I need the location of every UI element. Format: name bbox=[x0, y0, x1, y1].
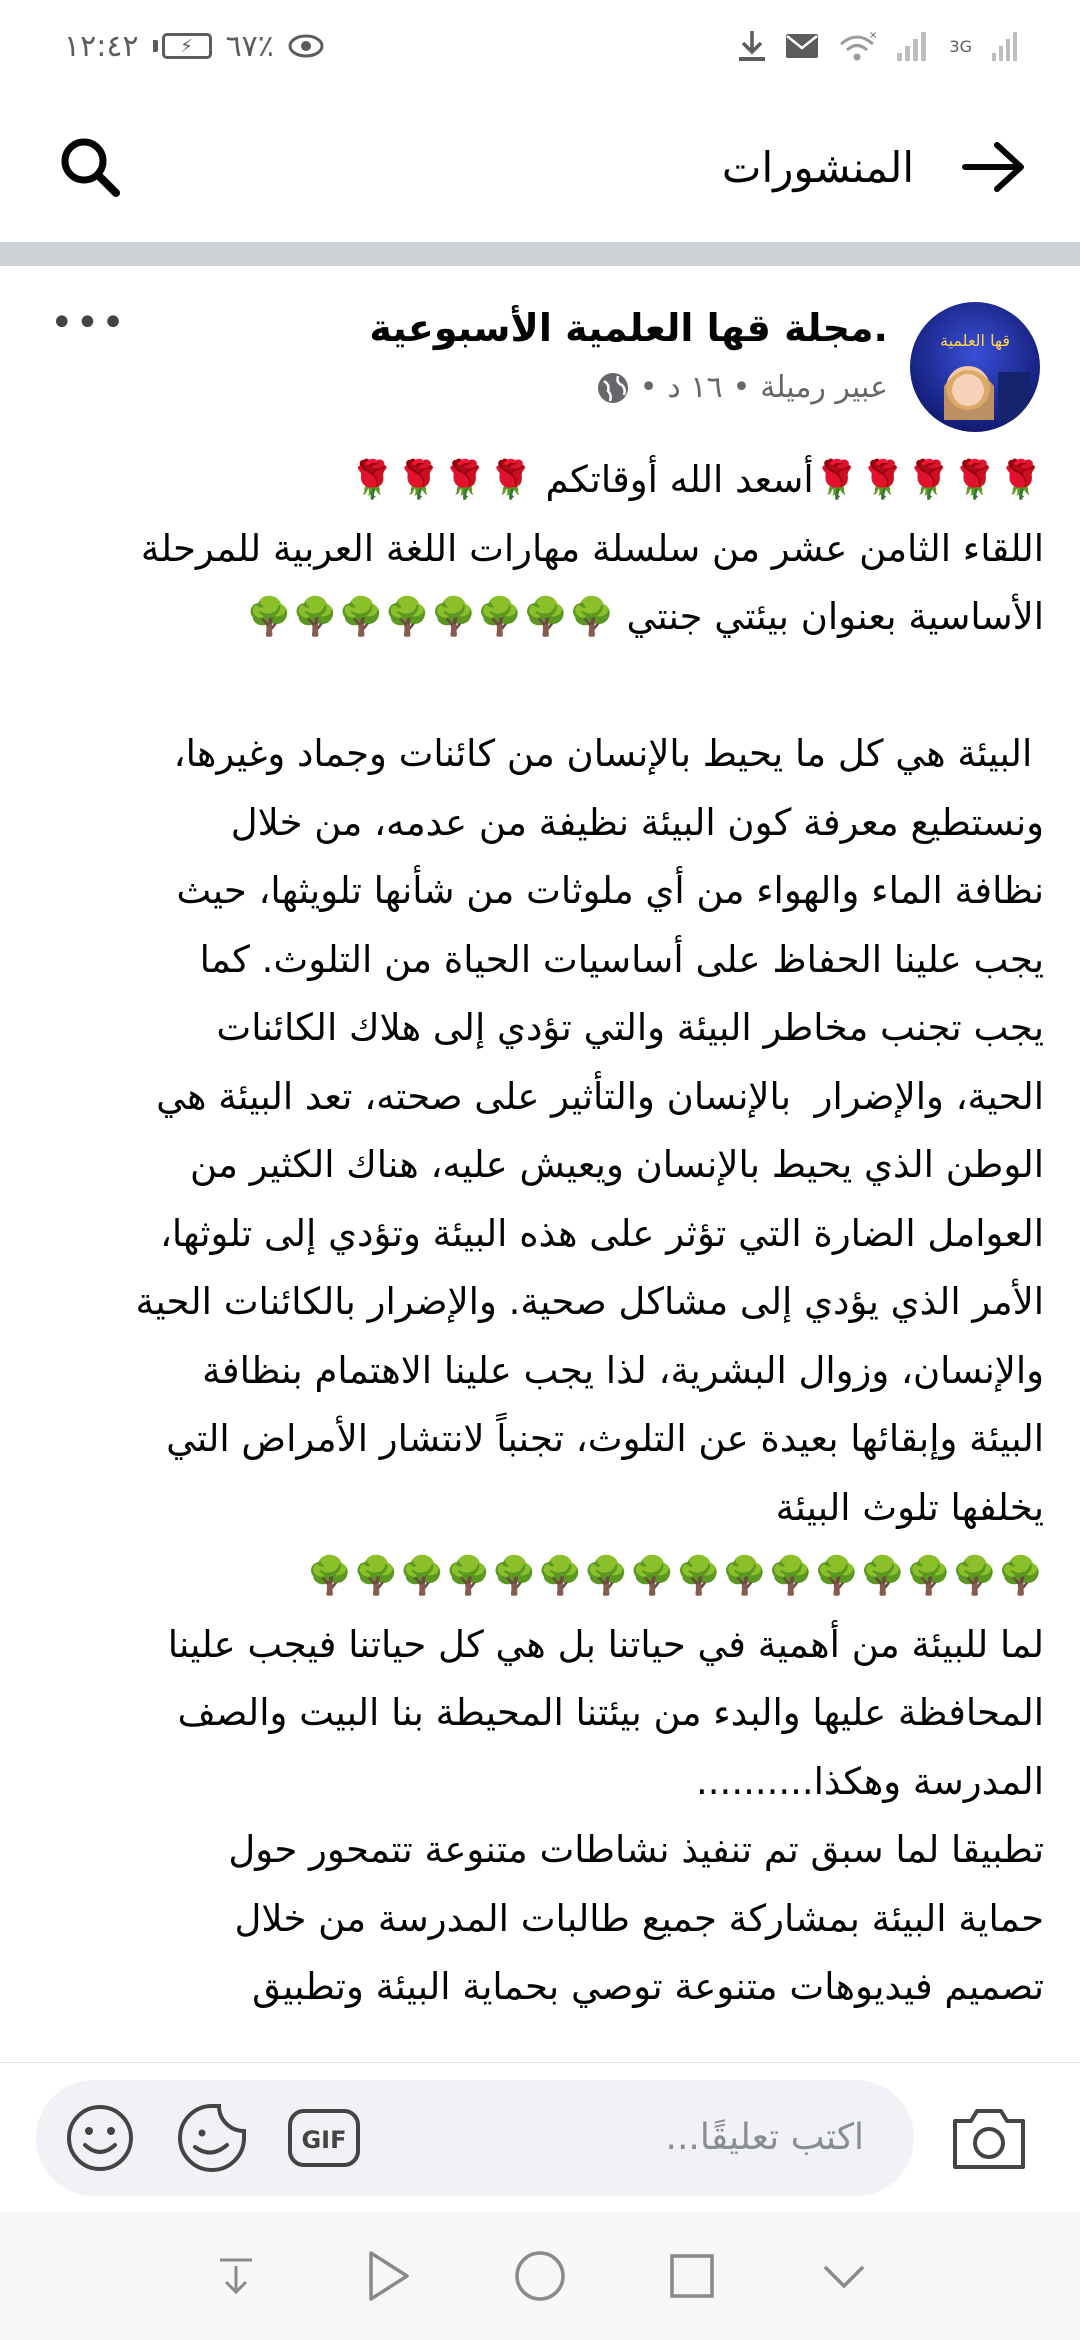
app-header bbox=[0, 92, 1080, 242]
post-text-line: 🌳🌳🌳🌳🌳🌳🌳🌳🌳🌳🌳🌳🌳🌳🌳🌳 bbox=[306, 1554, 1044, 1597]
nav-collapse-button[interactable] bbox=[799, 2231, 889, 2321]
gif-label: GIF bbox=[301, 2125, 347, 2154]
gif-icon bbox=[287, 2108, 361, 2168]
avatar-image bbox=[910, 302, 1040, 432]
circle-home-icon bbox=[513, 2249, 567, 2303]
post-header bbox=[0, 266, 1080, 446]
post-text-line: الأمر الذي يؤدي إلى مشاكل صحية. والإضرار بالكائنات الحية bbox=[135, 1280, 1044, 1323]
more-options-button[interactable]: ••• bbox=[50, 300, 127, 346]
avatar-text: قها العلمية bbox=[940, 331, 1010, 350]
battery-icon: ⚡ bbox=[153, 33, 212, 59]
post-text-line: اللقاء الثامن عشر من سلسلة مهارات اللغة العربية للمرحلة bbox=[140, 526, 1044, 570]
post-text-line: البيئة هي كل ما يحيط بالإنسان من كائنات وجماد وغيرها، bbox=[173, 732, 1044, 775]
post-text-line: المدرسة وهكذا.......... bbox=[696, 1759, 1044, 1803]
post-text-line bbox=[36, 652, 1044, 721]
status-time: ١٢:٤٢ bbox=[64, 28, 139, 64]
post-text-line: نظافة الماء والهواء من أي ملوثات من شأنها تلويثها، حيث bbox=[176, 869, 1044, 912]
post-text-line: تصميم فيديوهات متنوعة توصي بحماية البيئة وتطبيق bbox=[252, 1965, 1044, 2008]
download-icon bbox=[737, 29, 767, 63]
nav-back-button[interactable] bbox=[343, 2231, 433, 2321]
battery-percent: ٦٧٪ bbox=[225, 28, 274, 64]
back-button[interactable] bbox=[958, 131, 1030, 203]
post-text-line: تطبيقا لما سبق تم تنفيذ نشاطات متنوعة تتمحور حول bbox=[228, 1828, 1044, 1871]
status-left bbox=[64, 29, 324, 64]
header-divider bbox=[0, 242, 1080, 266]
sticker-icon bbox=[175, 2101, 249, 2175]
post-text-line: ونستطيع معرفة كون البيئة نظيفة من عدمه، من خلال bbox=[230, 800, 1044, 844]
signal-icon bbox=[895, 29, 931, 63]
comment-pill bbox=[36, 2080, 914, 2196]
post-text-line: المحافظة عليها والبدء من بيئتنا المحيطة بنا البيت والصف bbox=[177, 1691, 1044, 1734]
post-text-line: البيئة وإبقائها بعيدة عن التلوث، تجنباً لانتشار الأمراض التي bbox=[166, 1417, 1044, 1460]
meta-separator: • bbox=[639, 370, 658, 405]
post-text-line: 🌹🌹🌹🌹🌹أسعد الله أوقاتكم 🌹🌹🌹🌹 bbox=[349, 458, 1044, 501]
post-time[interactable]: ١٦ د bbox=[667, 370, 723, 405]
emoji-button[interactable] bbox=[62, 2100, 138, 2176]
chevron-down-icon bbox=[820, 2256, 868, 2296]
post-text-line: حماية البيئة بمشاركة جميع طالبات المدرسة من خلال bbox=[234, 1896, 1044, 1940]
post-text-line: يخلفها تلوث البيئة bbox=[775, 1485, 1044, 1529]
post-meta-line bbox=[40, 370, 888, 405]
post-body bbox=[0, 446, 1080, 2022]
search-icon bbox=[58, 135, 122, 199]
header-title-wrap bbox=[722, 131, 1030, 203]
mail-icon bbox=[785, 33, 819, 59]
meta-separator: • bbox=[732, 370, 751, 405]
post bbox=[0, 266, 1080, 2062]
arrow-right-icon bbox=[961, 139, 1027, 195]
post-text-line: يجب تجنب مخاطر البيئة والتي تؤدي إلى هلاك الكائنات bbox=[216, 1006, 1044, 1049]
post-text-line: الوطن الذي يحيط بالإنسان ويعيش عليه، هناك الكثير من bbox=[190, 1143, 1044, 1186]
camera-button[interactable] bbox=[934, 2083, 1044, 2193]
search-button[interactable] bbox=[54, 131, 126, 203]
nav-recents-button[interactable] bbox=[647, 2231, 737, 2321]
square-recents-icon bbox=[667, 2251, 717, 2301]
signal-icon-2 bbox=[990, 29, 1020, 63]
globe-icon bbox=[596, 371, 630, 405]
post-text-line: يجب علينا الحفاظ على أساسيات الحياة من التلوث. كما bbox=[199, 937, 1044, 981]
status-right bbox=[737, 29, 1020, 63]
status-bar bbox=[0, 0, 1080, 92]
svg-text:×: × bbox=[869, 30, 878, 41]
camera-icon bbox=[949, 2103, 1029, 2173]
network-type: 3G bbox=[949, 36, 972, 56]
author-name[interactable]: عبير رميلة bbox=[760, 370, 888, 405]
smiley-icon bbox=[65, 2103, 135, 2173]
post-text-line: العوامل الضارة التي تؤثر على هذه البيئة وتؤدي إلى تلوثها، bbox=[159, 1211, 1044, 1255]
page-title: المنشورات bbox=[721, 142, 914, 192]
eye-icon bbox=[288, 32, 324, 60]
post-meta bbox=[40, 296, 888, 405]
sticker-button[interactable] bbox=[174, 2100, 250, 2176]
nav-notifications-button[interactable] bbox=[191, 2231, 281, 2321]
pull-down-icon bbox=[212, 2252, 260, 2300]
group-avatar[interactable] bbox=[910, 302, 1040, 432]
post-text-line: الأساسية بعنوان بيئتي جنتي 🌳🌳🌳🌳🌳🌳🌳🌳 bbox=[246, 595, 1044, 638]
nav-home-button[interactable] bbox=[495, 2231, 585, 2321]
system-nav-bar bbox=[0, 2212, 1080, 2340]
post-text-line: والإنسان، وزوال البشرية، لذا يجب علينا الاهتمام بنظافة bbox=[202, 1348, 1044, 1392]
wifi-icon bbox=[837, 30, 877, 62]
triangle-back-icon bbox=[363, 2249, 413, 2303]
post-text-line: الحية، والإضرار بالإنسان والتأثير على صحته، تعد البيئة هي bbox=[156, 1074, 1044, 1118]
comment-input[interactable] bbox=[398, 2117, 888, 2158]
group-name[interactable]: .مجلة قها العلمية الأسبوعية bbox=[369, 306, 888, 350]
post-text-line: لما للبيئة من أهمية في حياتنا بل هي كل حياتنا فيجب علينا bbox=[167, 1622, 1044, 1666]
comment-bar bbox=[0, 2062, 1080, 2212]
gif-button[interactable] bbox=[286, 2100, 362, 2176]
